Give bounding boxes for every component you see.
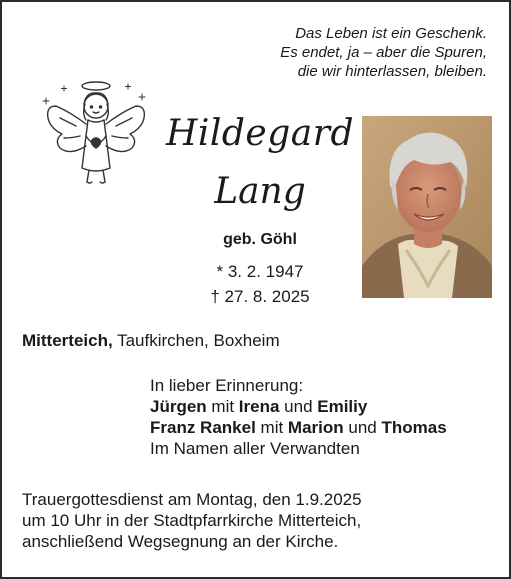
mourners-intro: In lieber Erinnerung:: [150, 376, 304, 395]
birth-date: * 3. 2. 1947: [216, 262, 304, 281]
mourners: [150, 375, 447, 459]
mourner-separator: mit: [255, 418, 288, 437]
mourners-line-1: [150, 396, 447, 417]
mourner-separator: und: [279, 397, 318, 416]
mourner-name: Irena: [238, 397, 280, 416]
quote: [187, 24, 487, 81]
mourners-line-2: [150, 417, 447, 438]
quote-line-2: Es endet, ja – aber die Spuren,: [280, 44, 487, 61]
death-date: † 27. 8. 2025: [210, 287, 310, 306]
deceased-last-name: Lang: [214, 171, 306, 212]
mourner-separator: mit: [206, 397, 239, 416]
deceased-first-name: Hildegard: [165, 113, 355, 154]
service-line-3: anschließend Wegsegnung an der Kirche.: [22, 532, 339, 551]
quote-line-3: die wir hinterlassen, bleiben.: [297, 63, 487, 80]
angel-icon: [40, 76, 152, 194]
quote-line-1: Das Leben ist ein Geschenk.: [295, 25, 487, 42]
service-line-2: um 10 Uhr in der Stadtpfarrkirche Mitterteich,: [22, 511, 362, 530]
mourner-name: Marion: [287, 418, 344, 437]
portrait-photo: [362, 116, 492, 298]
mourner-name: Franz Rankel: [150, 418, 256, 437]
birth-name: geb. Göhl: [223, 231, 297, 248]
service-info: [22, 489, 362, 552]
mourner-name: Emiliy: [317, 397, 368, 416]
mourner-separator: und: [343, 418, 382, 437]
mourner-name: Thomas: [381, 418, 447, 437]
mourners-closing: Im Namen aller Verwandten: [150, 439, 360, 458]
other-places: Taufkirchen, Boxheim: [112, 331, 280, 350]
mourner-name: Jürgen: [150, 397, 207, 416]
main-place: Mitterteich,: [22, 331, 113, 350]
service-line-1: Trauergottesdienst am Montag, den 1.9.2025: [22, 490, 362, 509]
places: [22, 330, 280, 352]
